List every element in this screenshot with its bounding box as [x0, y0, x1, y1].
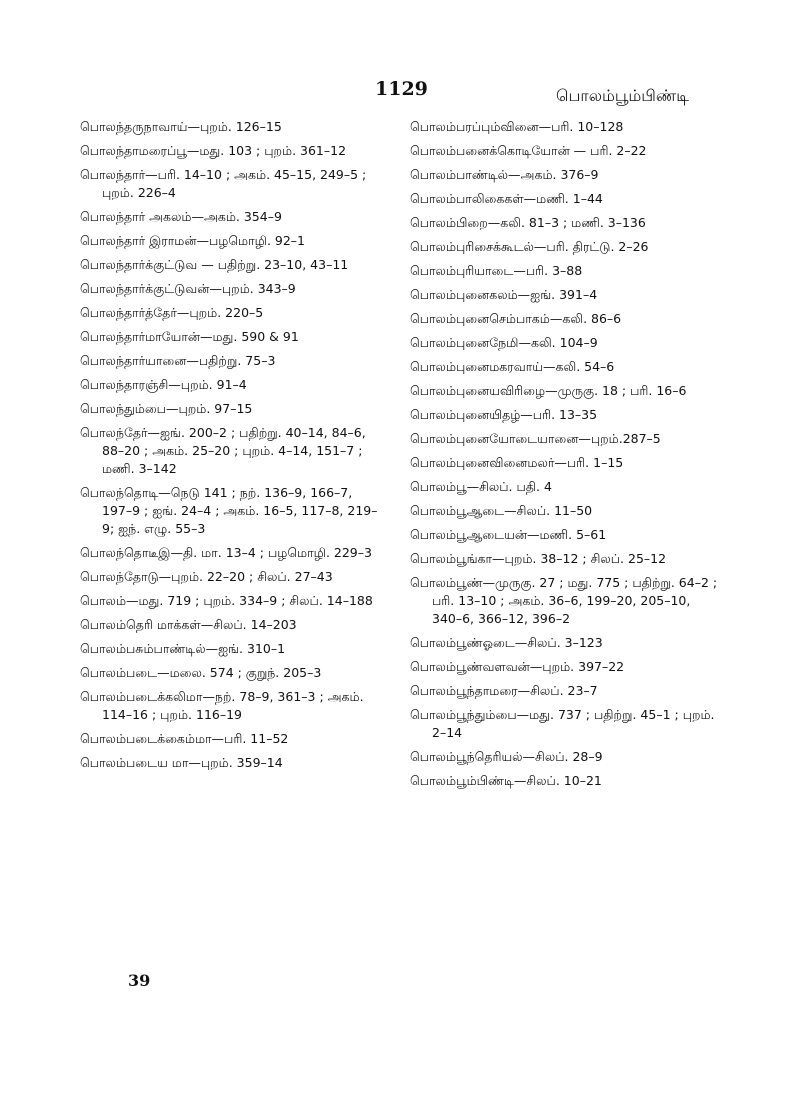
index-entry: பொலம்பூண்—முருகு. 27 ; மது. 775 ; பதிற்று. 64–2 ; பரி. 13–10 ; அகம். 36–6, 199–20, 205–10, 340–6, 366–12, 396–2	[410, 575, 718, 626]
index-entry: பொலம்புனையோடையானை—புறம்.287–5	[410, 431, 661, 446]
index-entry: பொலந்தார்த்தேர்—புறம். 220–5	[80, 305, 264, 320]
index-entry: பொலம்பூஆடை—சிலப். 11–50	[410, 503, 593, 518]
index-entry: பொலந்தோடு—புறம். 22–20 ; சிலப். 27–43	[80, 569, 333, 584]
index-entry: பொலந்தார் அகலம்—அகம். 354–9	[80, 209, 282, 224]
signature-mark: 39	[128, 971, 151, 990]
index-entry: பொலம்பூந்தாமரை—சிலப். 23–7	[410, 683, 598, 698]
index-entry: பொலம்புனைசெம்பாகம்—கலி. 86–6	[410, 311, 622, 326]
index-entry: பொலம்தெரி மாக்கள்—சிலப். 14–203	[80, 617, 297, 632]
right-column	[410, 118, 722, 796]
running-head: பொலம்பூம்பிண்டி	[556, 86, 689, 105]
index-entry: பொலந்தார்யானை—பதிற்று. 75–3	[80, 353, 276, 368]
left-column	[80, 118, 380, 778]
index-entry: பொலந்தார்—பரி. 14–10 ; அகம். 45–15, 249–5 ; புறம். 226–4	[80, 167, 367, 200]
page-number: 1129	[375, 78, 428, 100]
index-entry: பொலம்பூம்பிண்டி—சிலப். 10–21	[410, 773, 602, 788]
index-entry: பொலம்பாண்டில்—அகம். 376–9	[410, 167, 599, 182]
index-entry: பொலந்தாரஞ்சி—புறம். 91–4	[80, 377, 247, 392]
index-entry: பொலம்படைக்கலிமா—நற். 78–9, 361–3 ; அகம். 114–16 ; புறம். 116–19	[80, 689, 364, 722]
index-entry: பொலந்தருநாவாய்—புறம். 126–15	[80, 119, 282, 134]
index-entry: பொலம்புரிசைக்கூடல்—பரி. திரட்டு. 2–26	[410, 239, 649, 254]
index-entry: பொலம்பூண்வளவன்—புறம். 397–22	[410, 659, 625, 674]
index-entry: பொலம்படைய மா—புறம். 359–14	[80, 755, 283, 770]
index-entry: பொலம்புனைநேமி—கலி. 104–9	[410, 335, 598, 350]
index-entry: பொலந்தேர்—ஐங். 200–2 ; பதிற்று. 40–14, 84–6, 88–20 ; அகம். 25–20 ; புறம். 4–14, 151–7 ; மணி. 3–142	[80, 425, 366, 476]
index-entry: பொலந்தார்க்குட்டுவ — பதிற்று. 23–10, 43–11	[80, 257, 349, 272]
index-entry: பொலம்பசும்பாண்டில்—ஐங். 310–1	[80, 641, 286, 656]
index-entry: பொலம்பூந்தெரியல்—சிலப். 28–9	[410, 749, 603, 764]
index-entry: பொலம்புனைவினைமலர்—பரி. 1–15	[410, 455, 624, 470]
index-entry: பொலம்புரியாடை—பரி. 3–88	[410, 263, 583, 278]
index-entry: பொலந்தார் இராமன்—பழமொழி. 92–1	[80, 233, 305, 248]
index-entry: பொலம்புனைமகரவாய்—கலி. 54–6	[410, 359, 615, 374]
index-entry: பொலம்பிறை—கலி. 81–3 ; மணி. 3–136	[410, 215, 646, 230]
index-entry: பொலம்பூ—சிலப். பதி. 4	[410, 479, 552, 494]
index-entry: பொலந்தொடி—நெடு 141 ; நற். 136–9, 166–7, 197–9 ; ஐங். 24–4 ; அகம். 16–5, 117–8, 219–9; ஐந். எழு. 55–3	[80, 485, 378, 536]
index-entry: பொலம்படை—மலை. 574 ; குறுந். 205–3	[80, 665, 322, 680]
index-entry: பொலந்தார்க்குட்டுவன்—புறம். 343–9	[80, 281, 296, 296]
index-entry: பொலம்புனைகலம்—ஐங். 391–4	[410, 287, 598, 302]
index-entry: பொலம்படைக்கைம்மா—பரி. 11–52	[80, 731, 289, 746]
index-entry: பொலம்பரப்பும்வினை—பரி. 10–128	[410, 119, 624, 134]
index-entry: பொலம்பாலிகைகள்—மணி. 1–44	[410, 191, 603, 206]
index-entry: பொலந்தார்மாயோன்—மது. 590 & 91	[80, 329, 299, 344]
index-entry: பொலந்தொடீஇ—தி. மா. 13–4 ; பழமொழி. 229–3	[80, 545, 372, 560]
index-entry: பொலந்தாமரைப்பூ—மது. 103 ; புறம். 361–12	[80, 143, 347, 158]
index-entry: பொலம்—மது. 719 ; புறம். 334–9 ; சிலப். 14–188	[80, 593, 373, 608]
index-entry: பொலம்புனையிதழ்—பரி. 13–35	[410, 407, 598, 422]
index-entry: பொலம்பூண்ஓடை—சிலப். 3–123	[410, 635, 603, 650]
index-entry: பொலம்பூங்கா—புறம். 38–12 ; சிலப். 25–12	[410, 551, 667, 566]
index-entry: பொலம்பூஆடையன்—மணி. 5–61	[410, 527, 607, 542]
index-entry: பொலம்பூந்தும்பை—மது. 737 ; பதிற்று. 45–1 ; புறம். 2–14	[410, 707, 715, 740]
index-entry: பொலம்பனைக்கொடியோன் — பரி. 2–22	[410, 143, 647, 158]
index-entry: பொலம்புனையவிரிழை—முருகு. 18 ; பரி. 16–6	[410, 383, 687, 398]
index-entry: பொலந்தும்பை—புறம். 97–15	[80, 401, 253, 416]
